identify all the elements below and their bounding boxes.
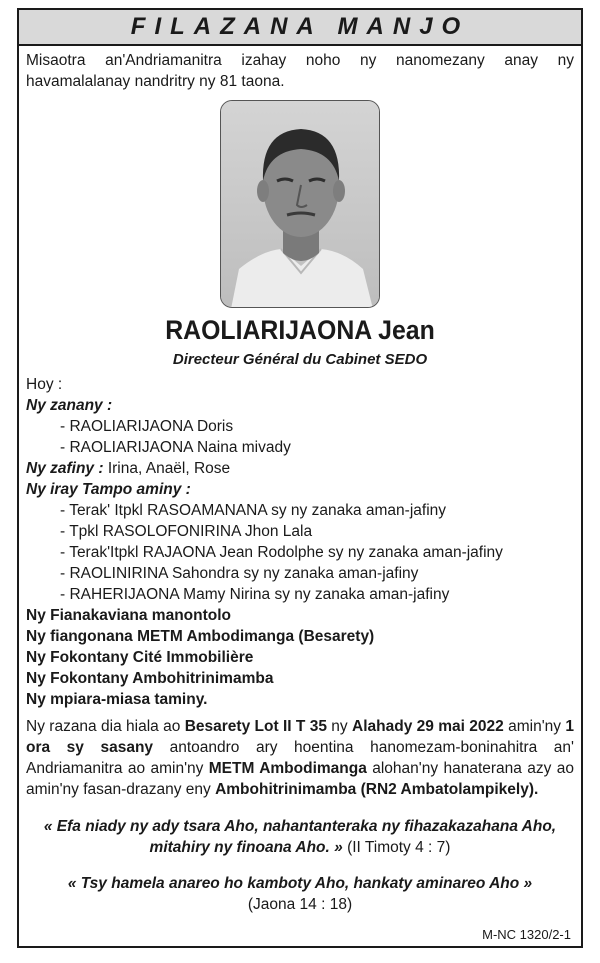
quote-timothy-ref: (II Timoty 4 : 7) [342,838,451,856]
sibling-item: - RAHERIJAONA Mamy Nirina sy ny zanaka aman-jafiny [60,586,450,603]
portrait-photo [220,100,380,308]
hoy-label: Hoy : [26,376,63,393]
portrait-illustration [221,101,380,308]
quote-john-ref: (Jaona 14 : 18) [247,896,353,913]
photo-container [26,100,574,308]
child-item: - RAOLIARIJAONA Naina mivady [60,439,291,456]
other-mourner: Ny fiangonana METM Ambodimanga (Besarety) [26,628,375,645]
intro-text: Misaotra an'Andriamanitra izahay noho ny nanomezany anay ny havamalalanay nandritry ny 81 taona. [26,52,574,90]
notice-content [26,50,574,931]
funeral-text: amin'ny [503,718,566,735]
funeral-text: alohan'ny hanaterana azy ao amin'ny fasan-drazany eny [26,760,574,798]
grandchildren-names: Irina, Anaël, Rose [103,460,231,477]
funeral-text: antoandro ary hoentina hanomezam-boninahitra an' Andriamanitra ao amin'ny [26,739,574,777]
grandchildren-label: Ny zafiny : [26,460,104,477]
other-mourner: Ny Fokontany Ambohitrinimamba [26,670,274,687]
quote-timothy-text: « Efa niady ny ady tsara Aho, nahantanteraka ny fihazakazahana Aho, mitahiry ny finoana Aho. » [43,817,557,856]
deceased-name: RAOLIARIJAONA Jean [165,315,435,345]
sibling-item: - Terak'Itpkl RAJAONA Jean Rodolphe sy ny zanaka aman-jafiny [60,544,503,561]
family-list [26,374,574,710]
quote-john [26,873,574,915]
grandchildren-line [26,458,574,479]
quote-john-text: « Tsy hamela anareo ho kamboty Aho, hankaty aminareo Aho » [67,875,533,892]
other-mourner: Ny mpiara-miasa taminy. [26,691,208,708]
notice-banner [19,10,581,46]
funeral-church: METM Ambodimanga [208,760,367,777]
sibling-item: - Tpkl RASOLOFONIRINA Jhon Lala [60,523,313,540]
funeral-text: Ny razana dia hiala ao [26,718,185,735]
notice-frame [17,8,583,948]
other-mourner: Ny Fokontany Cité Immobilière [26,649,254,666]
funeral-time: 1 ora sy sasany [26,718,574,756]
siblings-label: Ny iray Tampo aminy : [26,481,191,498]
notice-reference: M-NC 1320/2-1 [482,927,571,942]
sibling-item: - RAOLINIRINA Sahondra sy ny zanaka aman-jafiny [60,565,419,582]
sibling-item: - Terak' Itpkl RASOAMANANA sy ny zanaka aman-jafiny [60,502,447,519]
children-label: Ny zanany : [26,397,113,414]
funeral-text: ny [326,718,353,735]
funeral-burial-place: Ambohitrinimamba (RN2 Ambatolampikely). [215,781,539,798]
funeral-date: Alahady 29 mai 2022 [352,718,504,735]
other-mourner: Ny Fianakaviana manontolo [26,607,231,624]
deceased-title: Directeur Général du Cabinet SEDO [172,351,428,368]
funeral-details [26,716,574,800]
banner-title: FILAZANA MANJO [130,13,470,40]
child-item: - RAOLIARIJAONA Doris [60,418,234,435]
funeral-location: Besarety Lot II T 35 [184,718,327,735]
quote-timothy [26,816,574,858]
